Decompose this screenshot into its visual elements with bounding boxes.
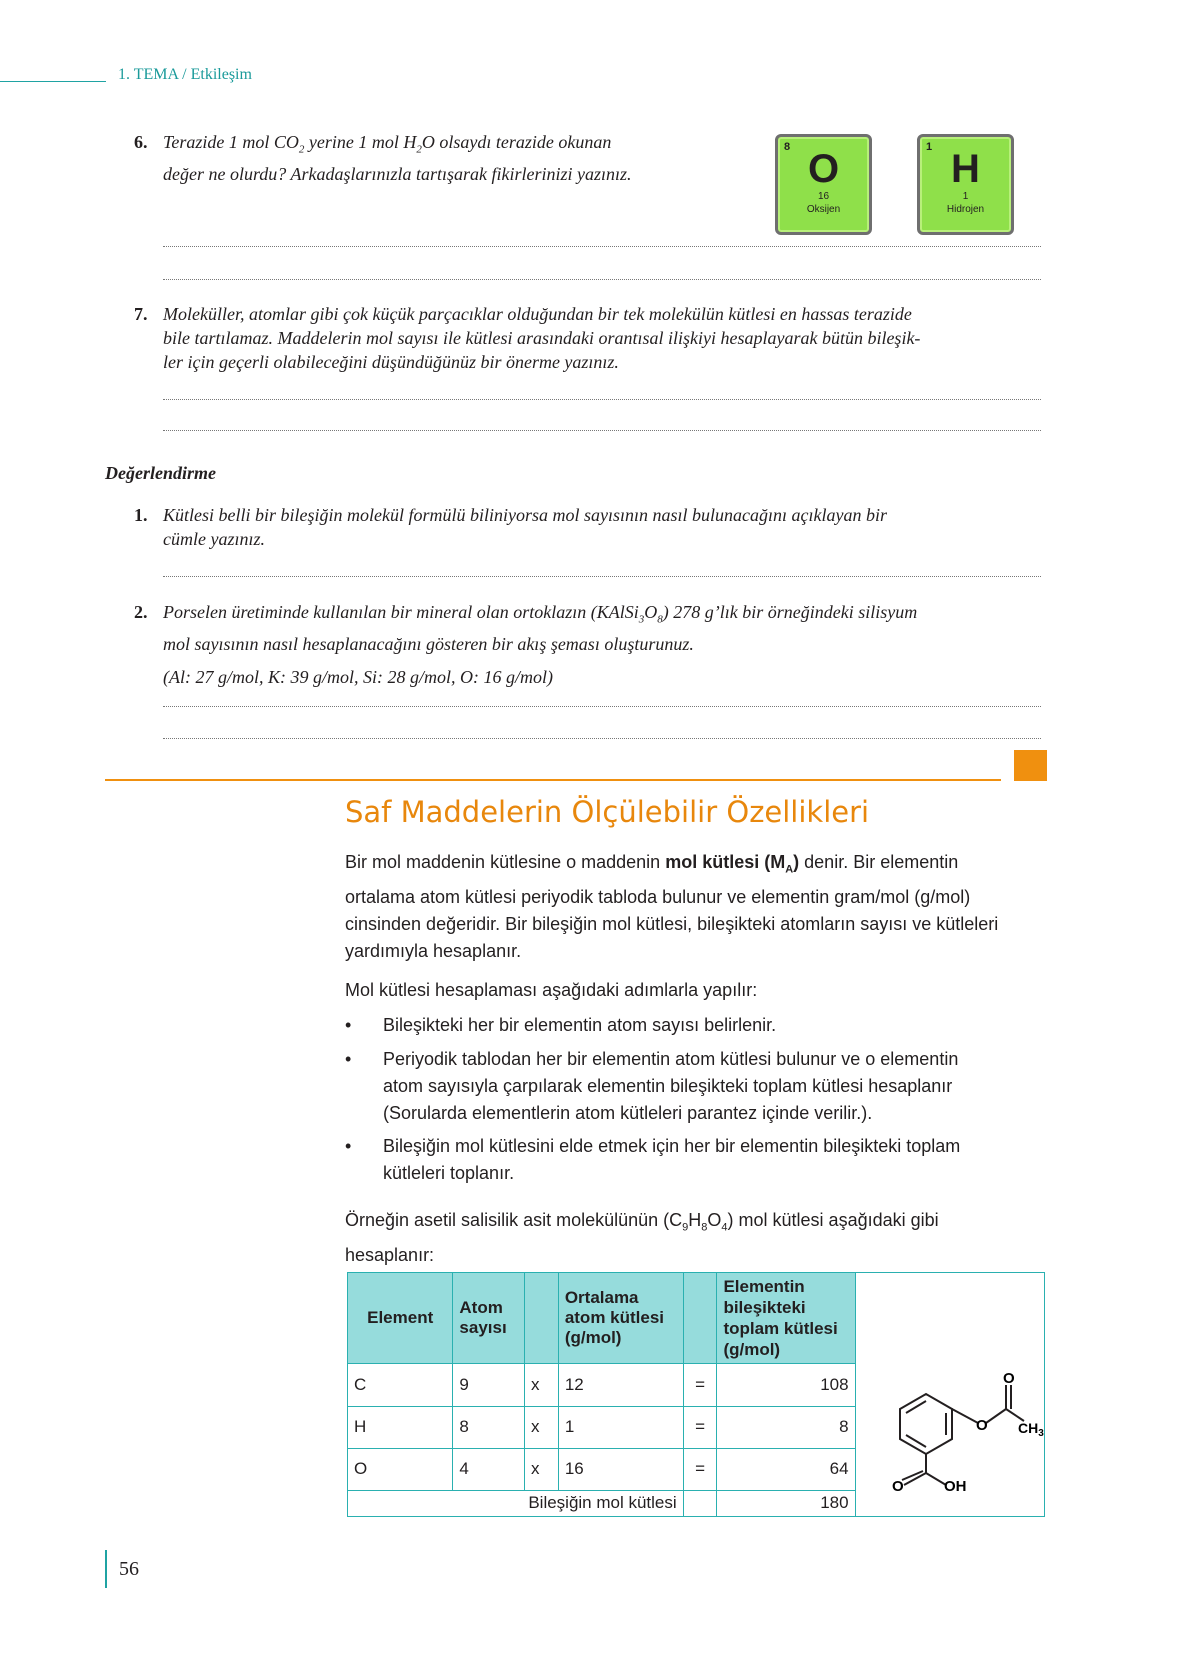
cell-count: 4 (453, 1448, 525, 1490)
steps-intro: Mol kütlesi hesaplaması aşağıdaki adımlarla yapılır: (345, 980, 758, 1000)
header-total-mass: Elementin bileşikteki toplam kütlesi (g/mol) (717, 1273, 855, 1364)
cell-equals: = (683, 1448, 717, 1490)
cell-element: O (348, 1448, 453, 1490)
section-marker (1014, 750, 1047, 781)
bullet-dot: • (345, 1049, 352, 1069)
hydrogen-element-tile: 1 H 1 Hidrojen (917, 134, 1014, 235)
answer-line (163, 399, 1041, 400)
answer-line (163, 279, 1041, 280)
header-atom-count: Atom sayısı (453, 1273, 525, 1364)
aspirin-structure (856, 1273, 1044, 1516)
answer-line (163, 430, 1041, 431)
header-element: Element (348, 1273, 453, 1364)
eval2-text: Porselen üretiminde kullanılan bir mineral olan ortoklazın $(KAlSi_3O_8)$ 278 g’lık bir örneğindeki silisyum mol sayısının nasıl hesaplanacağını gösteren bir akış şeması oluşturunuz. (Al: 27 g/mol, K: 39 g/mol, Si: 28 g/mol, O: 16 g/mol) (163, 602, 918, 687)
oxygen-label: O (975, 1417, 988, 1434)
cell-mass: 12 (558, 1364, 683, 1406)
section-divider (105, 779, 1001, 781)
cell-times: x (525, 1448, 559, 1490)
bullet-item: Bileşiğin mol kütlesini elde etmek için her bir elementin bileşikteki toplam kütleleri toplanır. (383, 1136, 961, 1183)
cell-count: 9 (453, 1364, 525, 1406)
header-blank (683, 1273, 717, 1364)
cell-count: 8 (453, 1406, 525, 1448)
cell-equals: = (683, 1364, 717, 1406)
molar-mass-table (347, 1272, 1045, 1517)
bullet-dot: • (345, 1015, 352, 1035)
oxygen-label: O (1002, 1370, 1015, 1387)
cell-times: x (525, 1406, 559, 1448)
eval2-number: 2. (134, 602, 148, 622)
cell-total: 64 (717, 1448, 855, 1490)
structure-cell (855, 1273, 1044, 1517)
cell-element: H (348, 1406, 453, 1448)
oxygen-element-tile: 8 O 16 Oksijen (775, 134, 872, 235)
hydroxyl-label: OH (943, 1478, 967, 1495)
bullet-item: Periyodik tablodan her bir elementin atom kütlesi bulunur ve o elementin atom sayısıyla çarpılarak elementin bileşikteki toplam kütlesi hesaplanır (Sorularda elementlerin atom kütleleri parantez içinde verilir.). (383, 1049, 959, 1123)
header-title: 1. TEMA / Etkileşim (118, 66, 252, 83)
oxygen-label: O (891, 1478, 904, 1495)
cell-mass: 1 (558, 1406, 683, 1448)
header-avg-mass: Ortalama atom kütlesi (g/mol) (558, 1273, 683, 1364)
header-rule (0, 81, 106, 82)
intro-paragraph: Bir mol maddenin kütlesine o maddenin mol kütlesi $(M_A)$ denir. Bir elementin ortalama atom kütlesi periyodik tabloda bulunur ve elementin gram/mol (g/mol) cinsinden değeridir. Bir bileşiğin mol kütlesi, bileşikteki atomların sayısı ve kütleleri yardımıyla hesaplanır. (345, 852, 999, 961)
answer-line (163, 706, 1041, 707)
methyl-label: $CH_3$ (1017, 1420, 1044, 1439)
q7-text: Moleküller, atomlar gibi çok küçük parçacıklar olduğundan bir tek molekülün kütlesi en hassas terazide bile tartılamaz. Maddelerin mol sayısı ile kütlesi arasındaki orantısal ilişkiyi hesaplayarak bütün bileşik- ler için geçerli olabileceğini düşündüğünüz bir önerme yazınız. (163, 304, 921, 372)
q6-text: Terazide 1 mol $CO_2$ yerine 1 mol $H_2O$ olsaydı terazide okunan değer ne olurdu? Arkadaşlarınızla tartışarak fikirlerinizi yazınız. (163, 132, 632, 184)
footer-rule (105, 1550, 107, 1588)
answer-line (163, 576, 1041, 577)
eval1-number: 1. (134, 505, 148, 525)
answer-line (163, 246, 1041, 247)
answer-line (163, 738, 1041, 739)
cell-blank (683, 1490, 717, 1516)
cell-equals: = (683, 1406, 717, 1448)
total-value: 180 (717, 1490, 855, 1516)
section-title: Saf Maddelerin Ölçülebilir Özellikleri (345, 795, 870, 829)
q6-number: 6. (134, 132, 148, 152)
cell-mass: 16 (558, 1448, 683, 1490)
page-number: 56 (119, 1558, 139, 1580)
eval1-text: Kütlesi belli bir bileşiğin molekül formülü biliniyorsa mol sayısının nasıl bulunacağını açıklayan bir cümle yazınız. (163, 505, 887, 549)
evaluation-heading: Değerlendirme (105, 463, 216, 483)
example-paragraph: Örneğin asetil salisilik asit molekülünün $(C_9H_8O_4)$ mol kütlesi aşağıdaki gibi hesaplanır: (345, 1210, 939, 1265)
header-blank (525, 1273, 559, 1364)
cell-total: 108 (717, 1364, 855, 1406)
cell-times: x (525, 1364, 559, 1406)
bullet-item: Bileşikteki her bir elementin atom sayısı belirlenir. (383, 1015, 777, 1035)
cell-total: 8 (717, 1406, 855, 1448)
cell-element: C (348, 1364, 453, 1406)
total-label: Bileşiğin mol kütlesi (348, 1490, 684, 1516)
q7-number: 7. (134, 304, 148, 324)
bullet-dot: • (345, 1136, 352, 1156)
